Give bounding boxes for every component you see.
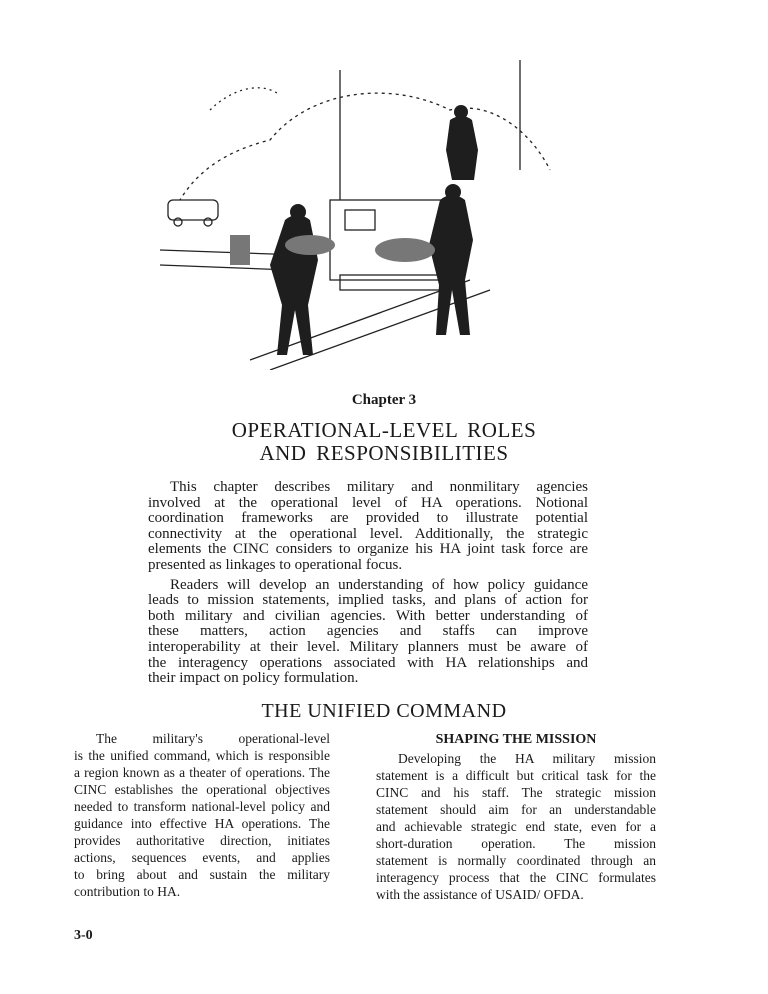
body-line: needed to transform national-level policy and	[74, 799, 330, 814]
body-line: Developing the HA military mission	[398, 751, 656, 766]
body-line: statement is normally coordinated through an	[376, 853, 656, 868]
body-line: CINC establishes the operational objectives	[74, 782, 330, 797]
intro-line: involved at the operational level of HA operations. Notional	[148, 495, 588, 511]
chapter-introduction	[148, 480, 588, 687]
body-line: a region known as a theater of operations. The	[74, 765, 330, 780]
body-line: statement should aim for an understandable	[376, 802, 656, 817]
chapter-title-line-2: AND RESPONSIBILITIES	[259, 441, 509, 465]
body-line: is the unified command, which is responsible	[74, 748, 330, 763]
left-column-text	[74, 730, 330, 900]
intro-line: elements the CINC considers to organize his HA joint task force are	[148, 542, 588, 558]
body-line: guidance into effective HA operations. The	[74, 816, 330, 831]
intro-line: coordination frameworks are provided to illustrate potential	[148, 511, 588, 527]
body-line: statement is a difficult but critical task for the	[376, 768, 656, 783]
body-line: contribution to HA.	[74, 884, 181, 899]
intro-line: their impact on policy formulation.	[148, 671, 359, 687]
body-line: interagency process that the CINC formulates	[376, 870, 656, 885]
chapter-title-line-1: OPERATIONAL-LEVEL ROLES	[231, 418, 537, 442]
intro-line: the interagency operations associated with HA relationships and	[148, 655, 588, 671]
right-column-text	[376, 730, 656, 903]
body-line: short-duration operation. The mission	[376, 836, 656, 851]
intro-line: interoperability at their level. Military planners must be aware of	[148, 639, 588, 655]
section-heading: THE UNIFIED COMMAND	[261, 700, 507, 722]
body-line: and achievable strategic end state, even for a	[376, 819, 656, 834]
intro-line: leads to mission statements, implied tasks, and plans of action for	[148, 593, 588, 609]
body-line: to bring about and sustain the military	[74, 867, 330, 882]
body-line: actions, sequences events, and applies	[74, 850, 330, 865]
intro-line: This chapter describes military and nonmilitary agencies	[170, 480, 588, 495]
intro-line: Readers will develop an understanding of how policy guidance	[170, 577, 588, 593]
body-line: with the assistance of USAID/ OFDA.	[376, 887, 584, 902]
chapter-label: Chapter 3	[351, 392, 417, 408]
intro-line: both military and civilian agencies. With better understanding of	[148, 608, 588, 624]
body-line: The military's operational-level	[96, 731, 330, 746]
page-number: 3-0	[74, 928, 93, 943]
body-line: provides authoritative direction, initiates	[74, 833, 330, 848]
intro-line: these matters, action agencies and staffs can improve	[148, 624, 588, 640]
intro-line: connectivity at the operational level. Additionally, the strategic	[148, 526, 588, 542]
soldiers-unloading-ambulance-illustration	[150, 50, 570, 370]
body-line: CINC and his staff. The strategic mission	[376, 785, 656, 800]
subsection-heading: SHAPING THE MISSION	[435, 732, 597, 747]
intro-line: presented as linkages to operational focus.	[148, 557, 403, 573]
